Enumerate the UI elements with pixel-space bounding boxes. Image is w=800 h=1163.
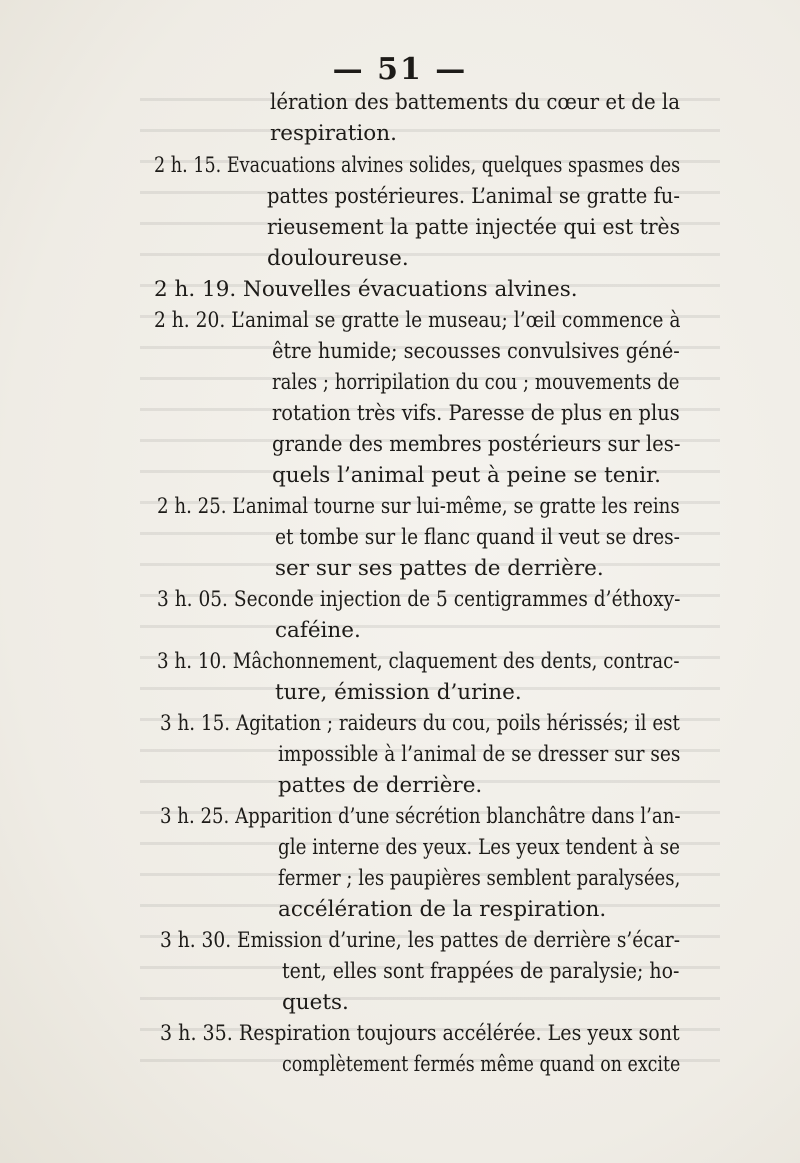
page-number: — 51 —: [332, 52, 468, 87]
text-line: 3 h. 25. Apparition d’une sécrétion blanchâtre dans l’an-: [160, 804, 681, 829]
text-line: fermer ; les paupières semblent paralysées,: [278, 866, 681, 891]
text-line: rales ; horripilation du cou ; mouvements de: [272, 370, 680, 395]
text-line: 3 h. 15. Agitation ; raideurs du cou, poils hérissés; il est: [160, 711, 680, 736]
text-line: douloureuse.: [267, 246, 409, 271]
text-line: rotation très vifs. Paresse de plus en plus: [272, 401, 680, 426]
text-line: pattes postérieures. L’animal se gratte fu-: [267, 184, 680, 209]
text-line: 2 h. 20. L’animal se gratte le museau; l’œil commence à: [154, 308, 681, 333]
text-line: ture, émission d’urine.: [275, 680, 522, 705]
text-line: et tombe sur le flanc quand il veut se dres-: [275, 525, 680, 550]
text-line: quels l’animal peut à peine se tenir.: [272, 463, 661, 488]
text-line: respiration.: [270, 121, 397, 146]
text-line: 2 h. 15. Evacuations alvines solides, quelques spasmes des: [154, 153, 681, 178]
text-line: impossible à l’animal de se dresser sur ses: [278, 742, 681, 767]
text-line: grande des membres postérieurs sur les-: [272, 432, 681, 457]
text-line: 3 h. 35. Respiration toujours accélérée. Les yeux sont: [160, 1021, 680, 1046]
text-line: caféine.: [275, 618, 361, 643]
text-line: 3 h. 10. Mâchonnement, claquement des dents, contrac-: [157, 649, 680, 674]
text-line: lération des battements du cœur et de la: [270, 90, 681, 115]
text-line: tent, elles sont frappées de paralysie; ho-: [282, 959, 680, 984]
text-line: être humide; secousses convulsives géné-: [272, 339, 680, 364]
text-line: complètement fermés même quand on excite: [282, 1052, 681, 1077]
text-line: quets.: [282, 990, 349, 1015]
text-line: 3 h. 30. Emission d’urine, les pattes de derrière s’écar-: [160, 928, 680, 953]
text-line: 3 h. 05. Seconde injection de 5 centigrammes d’éthoxy-: [157, 587, 681, 612]
text-line: rieusement la patte injectée qui est très: [267, 215, 681, 240]
text-line: pattes de derrière.: [278, 773, 483, 798]
text-line: accélération de la respiration.: [278, 897, 607, 922]
text-line: 2 h. 19. Nouvelles évacuations alvines.: [154, 277, 578, 302]
text-line: gle interne des yeux. Les yeux tendent à se: [278, 835, 680, 860]
text-line: ser sur ses pattes de derrière.: [275, 556, 604, 581]
text-line: 2 h. 25. L’animal tourne sur lui-même, se gratte les reins: [157, 494, 680, 519]
